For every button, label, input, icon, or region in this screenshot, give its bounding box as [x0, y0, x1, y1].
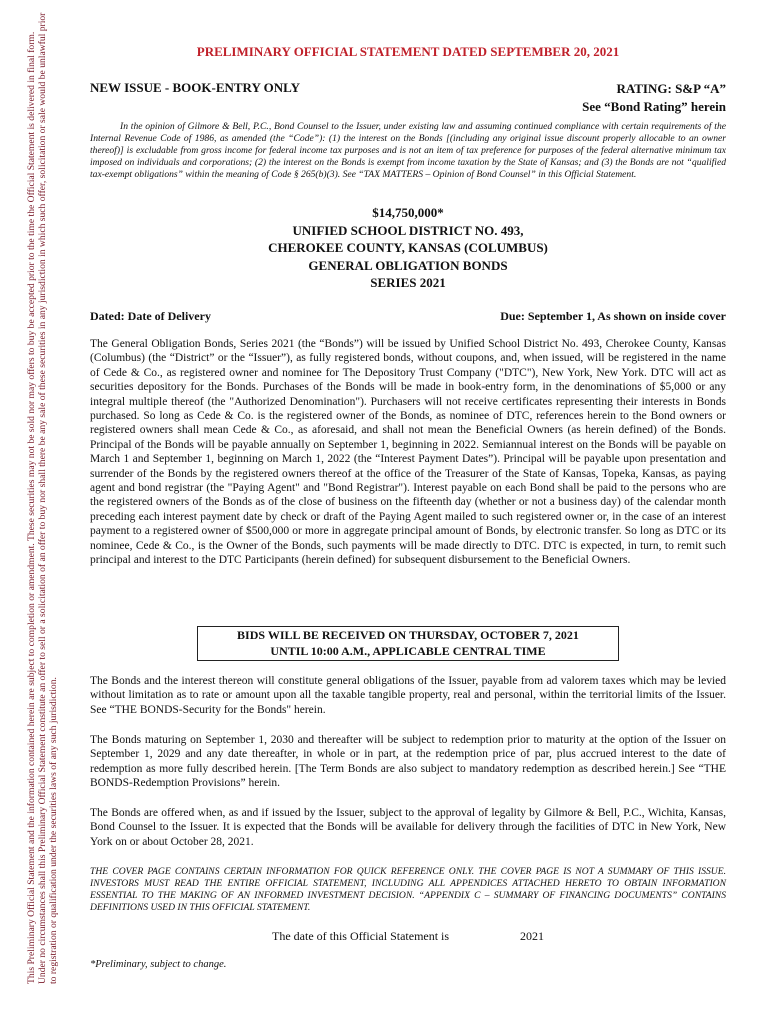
bids-notice: [197, 626, 619, 661]
bids-date: BIDS WILL BE RECEIVED ON THURSDAY, OCTOBER 7, 2021: [237, 628, 579, 642]
bond-amount: $14,750,000*: [372, 205, 444, 220]
offering-paragraph: The Bonds are offered when, as and if issued by the Issuer, subject to the approval of legality by Gilmore & Bell, P.C., Wichita, Kansas, Bond Counsel to the Issuer. It is expected that the Bonds will be available for delivery through the facilities of DTC in New York, New York on or about October 28, 2021.: [90, 807, 726, 848]
security-paragraph: The Bonds and the interest thereon will constitute general obligations of the Issuer, payable from ad valorem taxes which may be levied without limitation as to rate or amount upon all the taxable tangible property, real and personal, within the territorial limits of the Issuer. See “THE BONDS-Security for the Bonds" herein.: [90, 675, 726, 716]
preliminary-header: PRELIMINARY OFFICIAL STATEMENT DATED SEPTEMBER 20, 2021: [196, 44, 620, 59]
cover-page-notice: THE COVER PAGE CONTAINS CERTAIN INFORMATION FOR QUICK REFERENCE ONLY. THE COVER PAGE IS NOT A SUMMARY OF THIS ISSUE. INVESTORS MUST READ THE ENTIRE OFFICIAL STATEMENT, INCLUDING ALL APPENDICES ATTACHED HERETO TO OBTAIN INFORMATION ESSENTIAL TO THE MAKING OF AN INFORMED INVESTMENT DECISION. “APPENDIX C – SUMMARY OF FINANCING DOCUMENTS” CONTAINS DEFINITIONS USED IN THIS OFFICIAL STATEMENT.: [90, 866, 726, 913]
bond-series: SERIES 2021: [370, 275, 446, 290]
dated-line: Dated: Date of Delivery: [90, 309, 211, 323]
bids-time: UNTIL 10:00 A.M., APPLICABLE CENTRAL TIME: [270, 643, 546, 658]
footnote: *Preliminary, subject to change.: [90, 959, 227, 970]
bond-title: [90, 204, 726, 292]
due-line: Due: September 1, As shown on inside cover: [500, 309, 726, 323]
rating-reference: See “Bond Rating” herein: [582, 99, 726, 114]
bond-type: GENERAL OBLIGATION BONDS: [308, 257, 508, 273]
rating-block: [582, 80, 726, 116]
date-year: 2021: [520, 929, 544, 943]
side-disclaimer: This Preliminary Official Statement and the information contained herein are subject to completion or amendment. These securities may not be sold nor may offers to buy be accepted prior to the time the Official Statement is delivered in final form. Under no circumstances shall this Preliminary Official Statement constitute an offer to sell or a solicitation of an offer to buy nor shall there be any sale of these securities in any jurisdiction in which such offer, solicitation or sale would be unlawful prior to registration or qualification under the securities laws of any such jurisdiction.: [26, 12, 59, 984]
issue-type: NEW ISSUE - BOOK-ENTRY ONLY: [90, 80, 300, 95]
date-statement: The date of this Official Statement is: [272, 929, 450, 943]
rating-line: RATING: S&P “A”: [616, 81, 726, 96]
redemption-paragraph: The Bonds maturing on September 1, 2030 and thereafter will be subject to redemption prior to maturity at the option of the Issuer on September 1, 2029 and any date thereafter, in whole or in part, at the redemption price of par, plus accrued interest to the date of redemption as more fully described herein. [The Term Bonds are also subject to mandatory redemption as described herein.] See “THE BONDS-Redemption Provisions” herein.: [90, 734, 726, 790]
issuer-county: CHEROKEE COUNTY, KANSAS (COLUMBUS): [268, 240, 548, 255]
bond-description-paragraph: The General Obligation Bonds, Series 2021 (the “Bonds”) will be issued by Unified School District No. 493, Cherokee County, Kansas (Columbus) (the “District” or the “Issuer”), as fully registered bonds, without coupons, and, when issued, will be registered in the name of Cede & Co., as registered owner and nominee for The Depository Trust Company ("DTC"), New York, New York. DTC will act as securities depository for the Bonds. Purchases of the Bonds will be made in book-entry form, in the denominations of $5,000 or any integral multiple thereof (the "Authorized Denomination"). Purchasers will not receive certificates representing their interests in Bonds purchased. So long as Cede & Co. is the registered owner of the Bonds, as nominee of DTC, references herein to the Bond owners or registered owners shall mean Cede & Co., as aforesaid, and shall not mean the Beneficial Owners (as herein defined) of the Bonds. Principal of the Bonds will be payable annually on September 1, beginning in 2022. Semiannual interest on the Bonds will be payable on March 1 and September 1, beginning on March 1, 2022 (the “Interest Payment Dates”). Principal will be payable upon presentation and surrender of the Bonds by the registered owners thereof at the office of the Treasurer of the State of Kansas, Topeka, Kansas, as paying agent and bond registrar (the "Paying Agent" and "Bond Registrar"). Interest payable on each Bond shall be paid to the persons who are the registered owners of the Bonds as of the close of business on the fifteenth day (whether or not a business day) of the calendar month preceding each interest payment date by check or draft of the Paying Agent mailed to such registered owner or, in the case of an interest payment to a registered owner of $500,000 or more in aggregate principal amount of Bonds, by electronic transfer. So long as DTC or its nominee, Cede & Co., is the Owner of the Bonds, such payments will be made directly to DTC. DTC is expected, in turn, to remit such principal and interest to the DTC Participants (herein defined) for subsequent disbursement to the Beneficial Owners.: [90, 338, 726, 567]
issuer-district: UNIFIED SCHOOL DISTRICT NO. 493,: [292, 222, 524, 238]
tax-opinion: In the opinion of Gilmore & Bell, P.C., Bond Counsel to the Issuer, under existing law and assuming continued compliance with certain requirements of the Internal Revenue Code of 1986, as amended (the “Code”): (1) the interest on the Bonds [(including any original issue discount properly allocable to an owner thereof)] is excludable from gross income for federal income tax purposes and is not an item of tax preference for purposes of the federal alternative minimum tax imposed on individuals and corporations; (2) the interest on the Bonds is exempt from income taxation by the State of Kansas; and (3) the Bonds are not “qualified tax-exempt obligations” within the meaning of Code § 265(b)(3). See “TAX MATTERS – Opinion of Bond Counsel” in this Official Statement.: [90, 121, 726, 180]
